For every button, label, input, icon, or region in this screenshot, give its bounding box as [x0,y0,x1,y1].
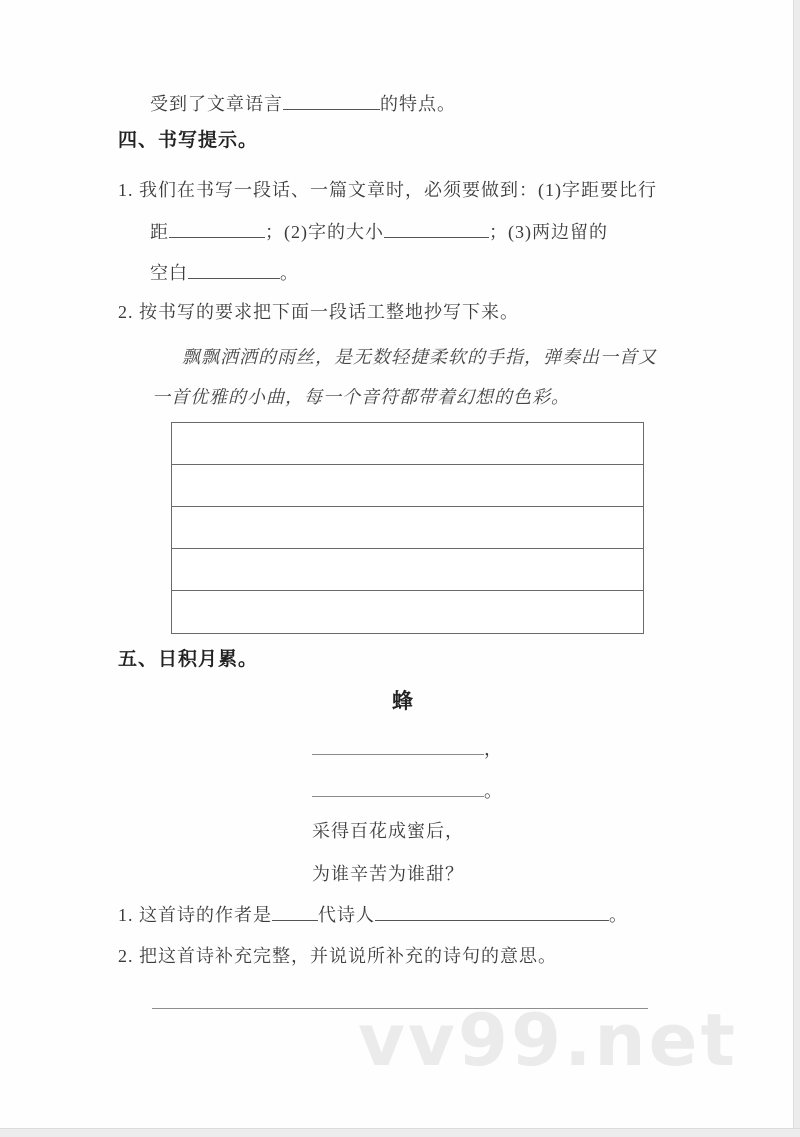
fill-blank-underline [384,222,489,238]
section4-item2: 2. 按书写的要求把下面一段话工整地抄写下来。 [118,302,519,322]
section4-item1-line1: 1. 我们在书写一段话、一篇文章时，必须要做到：(1)字距要比行 [118,180,657,200]
fill-blank-underline [312,781,484,797]
copy-table-row [172,549,643,591]
intro-line [150,92,456,116]
scan-edge-bottom [0,1128,800,1137]
intro-text-post: 的特点。 [380,94,456,114]
copy-table-row [172,591,643,633]
item1-line3-pre: 空白 [150,263,188,283]
copy-table-row [172,465,643,507]
item1-line3-post: 。 [280,263,299,283]
item1-line2-mid: ；(2)字的大小 [265,222,384,242]
poem-blank1-punct: ， [484,739,503,759]
copy-passage-line2: 一首优雅的小曲，每一个音符都带着幻想的色彩。 [152,387,570,407]
section4-item1-line2 [150,220,608,244]
section5-title: 五、日积月累。 [118,649,259,670]
poem-line3: 采得百花成蜜后， [312,821,464,841]
fill-blank-underline [272,905,318,921]
section5-item1 [118,903,628,927]
poem-blank-line2 [312,779,503,803]
poem-blank-line1 [312,737,503,761]
fill-blank-underline [169,222,265,238]
copy-table [171,422,644,634]
fill-blank-underline [375,905,609,921]
fill-blank-underline [283,94,380,110]
item1-post: 。 [609,905,628,925]
watermark: vv99.net [358,998,738,1082]
copy-table-row [172,507,643,549]
copy-table-row [172,423,643,465]
item1-mid: 代诗人 [318,905,375,925]
fill-blank-underline [312,739,484,755]
section4-title: 四、书写提示。 [118,130,259,151]
answer-underline [152,1008,648,1009]
item1-line2-pre: 距 [150,222,169,242]
item1-pre: 1. 这首诗的作者是 [118,905,272,925]
poem-line4: 为谁辛苦为谁甜？ [312,864,464,884]
poem-blank2-punct: 。 [484,781,503,801]
section5-item2: 2. 把这首诗补充完整，并说说所补充的诗句的意思。 [118,946,557,966]
poem-title: 蜂 [392,690,414,713]
scan-edge-right [793,0,800,1137]
copy-passage-line1: 飘飘洒洒的雨丝，是无数轻捷柔软的手指，弹奏出一首又 [182,347,657,367]
fill-blank-underline [188,263,280,279]
intro-text-pre: 受到了文章语言 [150,94,283,114]
section4-item1-line3 [150,261,299,285]
item1-line2-post: ；(3)两边留的 [489,222,608,242]
